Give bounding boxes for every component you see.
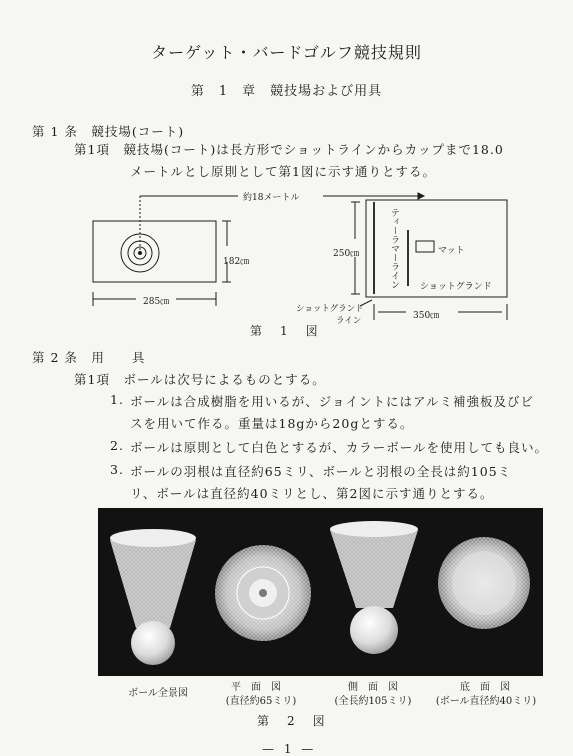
width-285-label: 285㎝ bbox=[143, 297, 170, 307]
distance-label: 約18メートル bbox=[243, 193, 300, 203]
document-title: ターゲット・バードゴルフ競技規則 bbox=[151, 43, 422, 62]
shot-ground-label: ショットグランド bbox=[420, 282, 492, 292]
bottom-view-label: 底 面 図 bbox=[460, 682, 510, 693]
article-1-clause-1-line-1: 第1項 競技場(コート)は長方形でショットラインからカップまで18.0 bbox=[74, 142, 504, 157]
full-view-label: ボール全景図 bbox=[128, 688, 188, 699]
shot-ground-line-label-1: ショットグランド bbox=[296, 304, 364, 314]
tee-line-label: ティーラマーライン bbox=[389, 208, 399, 289]
side-view-shuttle bbox=[330, 521, 418, 654]
bottom-view-ball-label: (ボール直径約40ミリ) bbox=[435, 696, 537, 707]
article-2-heading: 第 2 条 用 具 bbox=[32, 350, 146, 365]
article-1-heading: 第 1 条 競技場(コート) bbox=[32, 124, 185, 139]
article-2-clause-1: 第1項 ボールは次号によるものとする。 bbox=[74, 372, 326, 387]
item-2-line-1: ボールは原則として白色とするが、カラーボールを使用しても良い。 bbox=[130, 440, 549, 455]
width-350-label: 350㎝ bbox=[413, 311, 440, 321]
shot-ground-line-label-2: ライン bbox=[336, 316, 362, 326]
shuttlecock-photo bbox=[98, 508, 543, 676]
side-view-length-label: (全長約105ミリ) bbox=[334, 696, 412, 707]
height-182-label: 182㎝ bbox=[223, 257, 250, 267]
item-2-number: 2. bbox=[110, 438, 124, 453]
bottom-view-shuttle bbox=[438, 537, 530, 629]
page-number: — 1 — bbox=[262, 742, 317, 756]
chapter-heading: 第 1 章 競技場および用具 bbox=[190, 84, 383, 99]
side-view-label: 側 面 図 bbox=[348, 682, 398, 693]
top-view-shuttle bbox=[215, 545, 311, 641]
full-view-shuttle bbox=[110, 529, 196, 665]
top-view-diameter-label: (直径約65ミリ) bbox=[225, 696, 297, 707]
item-1-line-1: ボールは合成樹脂を用いるが、ジョイントにはアルミ補強板及びビ bbox=[130, 394, 535, 409]
figure-1-caption: 第 1 図 bbox=[250, 324, 321, 338]
article-1-clause-1-line-2: メートルとし原則として第1図に示す通りとする。 bbox=[130, 164, 436, 179]
mat-label: マット bbox=[438, 246, 465, 256]
item-3-number: 3. bbox=[110, 462, 124, 477]
top-view-label: 平 面 図 bbox=[231, 682, 281, 693]
item-1-number: 1. bbox=[110, 392, 124, 407]
item-3-line-2: リ、ボールは直径約40ミリとし、第2図に示す通りとする。 bbox=[130, 486, 494, 501]
item-3-line-1: ボールの羽根は直径約65ミリ、ボールと羽根の全長は約105ミ bbox=[130, 464, 512, 479]
figure-2-caption: 第 2 図 bbox=[257, 714, 328, 728]
item-1-line-2: スを用いて作る。重量は18gから20gとする。 bbox=[130, 416, 414, 431]
depth-250-label: 250㎝ bbox=[333, 249, 360, 259]
